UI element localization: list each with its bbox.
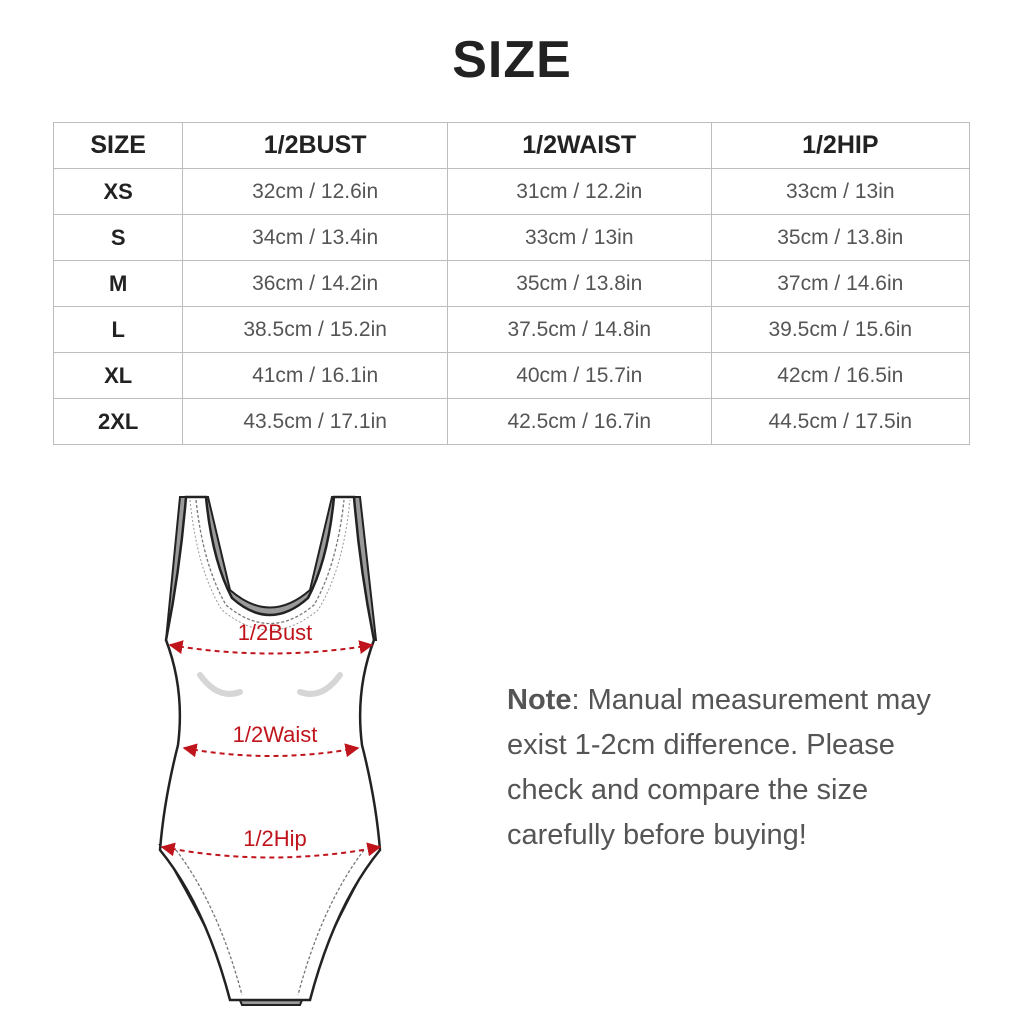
cell-size: XL <box>54 353 183 399</box>
cell-bust: 36cm / 14.2in <box>183 261 448 307</box>
note-body: : Manual measurement may exist 1-2cm difference. Please check and compare the size carefully before buying! <box>507 684 931 851</box>
size-table <box>53 122 970 445</box>
note-text <box>507 678 977 858</box>
cell-hip: 35cm / 13.8in <box>711 215 969 261</box>
cell-bust: 38.5cm / 15.2in <box>183 307 448 353</box>
cell-waist: 40cm / 15.7in <box>447 353 711 399</box>
table-row <box>54 307 970 353</box>
note-label: Note <box>507 684 572 716</box>
table-row <box>54 399 970 445</box>
cell-size: L <box>54 307 183 353</box>
page-title: SIZE <box>452 31 572 89</box>
cell-hip: 37cm / 14.6in <box>711 261 969 307</box>
hip-label: 1/2Hip <box>243 826 307 851</box>
swimsuit-illustration <box>150 488 390 1018</box>
cell-hip: 39.5cm / 15.6in <box>711 307 969 353</box>
cell-hip: 33cm / 13in <box>711 169 969 215</box>
cell-size: XS <box>54 169 183 215</box>
cell-bust: 43.5cm / 17.1in <box>183 399 448 445</box>
table-row <box>54 353 970 399</box>
bust-label: 1/2Bust <box>237 620 313 645</box>
cell-waist: 31cm / 12.2in <box>447 169 711 215</box>
cell-hip: 42cm / 16.5in <box>711 353 969 399</box>
table-row <box>54 169 970 215</box>
header-hip: 1/2HIP <box>711 123 969 169</box>
cell-waist: 35cm / 13.8in <box>447 261 711 307</box>
table-row <box>54 215 970 261</box>
header-size: SIZE <box>54 123 183 169</box>
cell-bust: 41cm / 16.1in <box>183 353 448 399</box>
cell-size: 2XL <box>54 399 183 445</box>
cell-size: M <box>54 261 183 307</box>
waist-label: 1/2Waist <box>232 722 318 747</box>
cell-waist: 42.5cm / 16.7in <box>447 399 711 445</box>
header-waist: 1/2WAIST <box>447 123 711 169</box>
cell-waist: 33cm / 13in <box>447 215 711 261</box>
table-row <box>54 261 970 307</box>
cell-bust: 32cm / 12.6in <box>183 169 448 215</box>
cell-size: S <box>54 215 183 261</box>
swimsuit-body <box>160 497 380 1000</box>
cell-bust: 34cm / 13.4in <box>183 215 448 261</box>
header-bust: 1/2BUST <box>183 123 448 169</box>
table-header-row <box>54 123 970 169</box>
cell-hip: 44.5cm / 17.5in <box>711 399 969 445</box>
cell-waist: 37.5cm / 14.8in <box>447 307 711 353</box>
